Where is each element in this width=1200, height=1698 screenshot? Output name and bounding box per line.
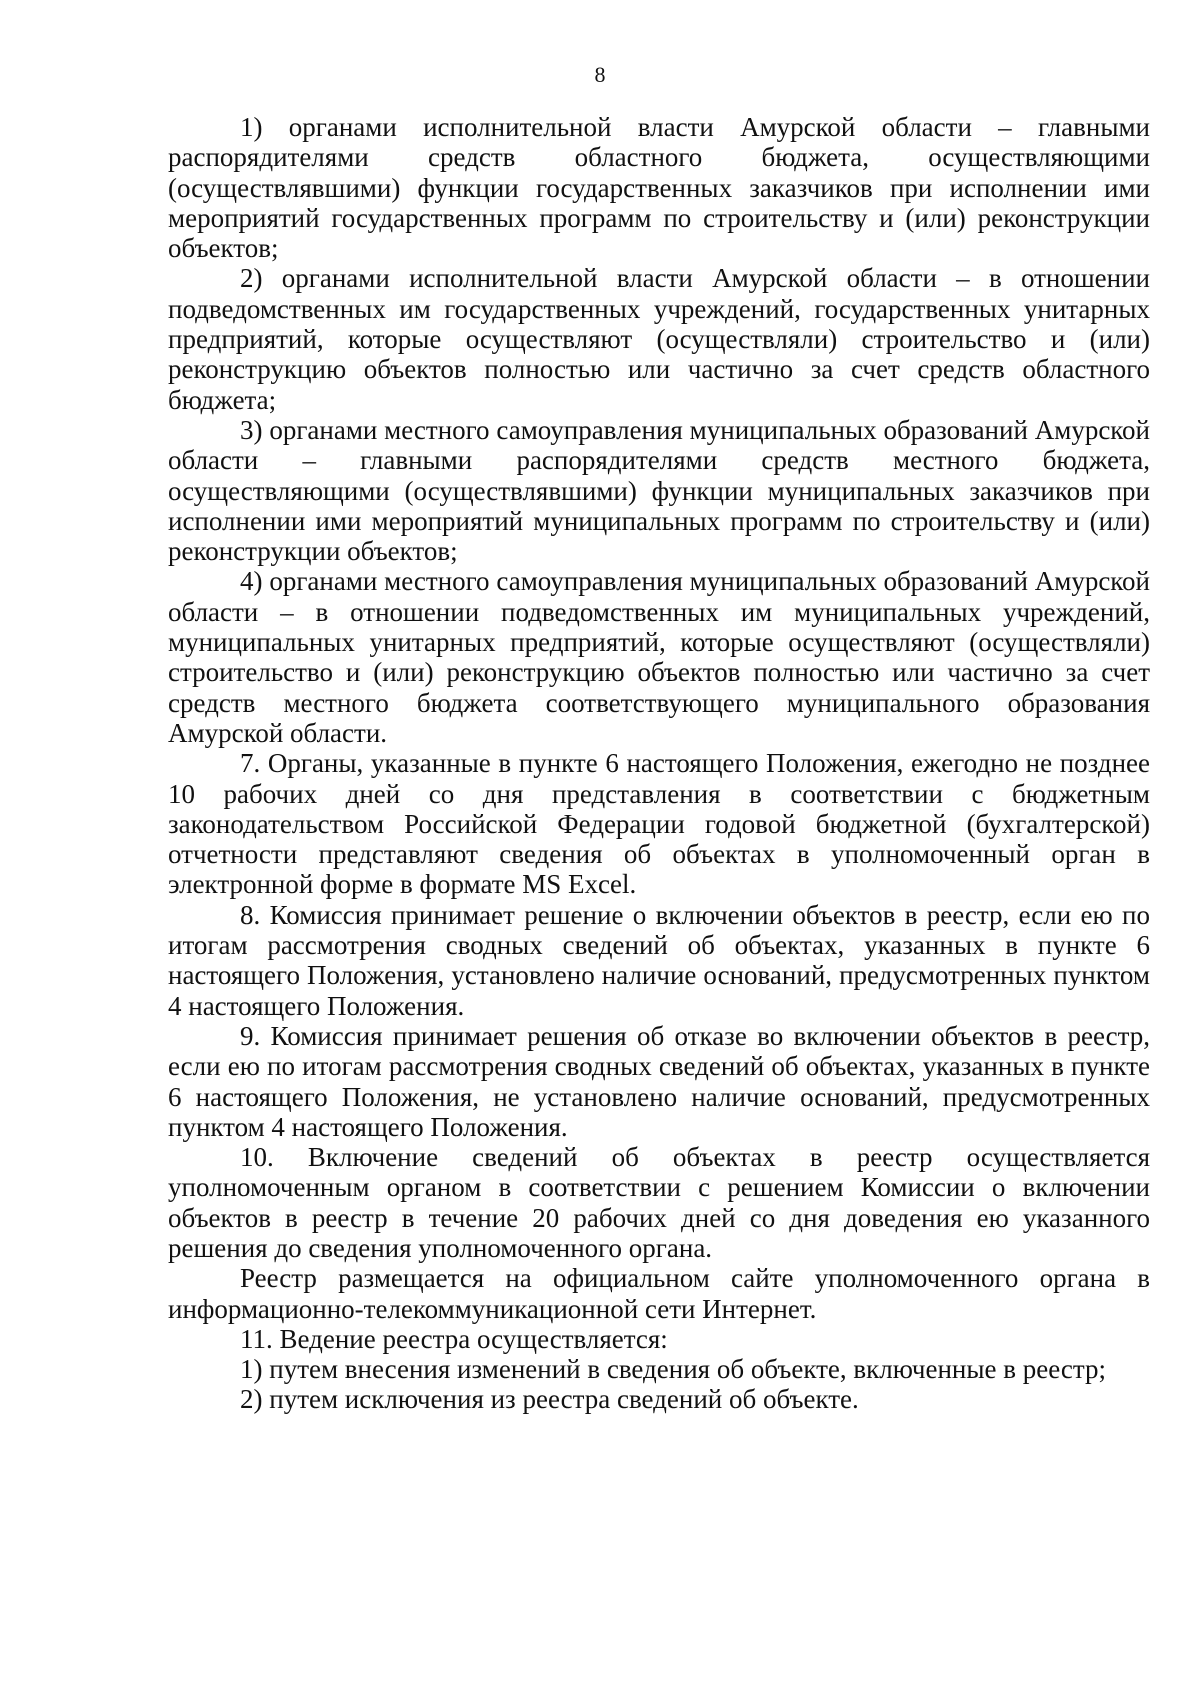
paragraph-subitem-4: 4) органами местного самоуправления муниципальных образований Амурской области – в отношении подведомственных им муниципальных учреждений, муниципальных унитарных предприятий, которые осуществляют (осуществляли) строительство и (или) реконструкцию объектов полностью или частично за счет средств местного бюджета соответствующего муниципального образования Амурской области. (168, 566, 1150, 748)
paragraph-item-10: 10. Включение сведений об объектах в реестр осуществляется уполномоченным органом в соответствии с решением Комиссии о включении объектов в реестр в течение 20 рабочих дней со дня доведения ею указанного решения до сведения уполномоченного органа. (168, 1142, 1150, 1263)
paragraph-item-7: 7. Органы, указанные в пункте 6 настоящего Положения, ежегодно не позднее 10 рабочих дней со дня представления в соответствии с бюджетным законодательством Российской Федерации годовой бюджетной (бухгалтерской) отчетности представляют сведения об объектах в уполномоченный орган в электронной форме в формате MS Excel. (168, 748, 1150, 900)
paragraph-subitem-1: 1) органами исполнительной власти Амурской области – главными распорядителями средств областного бюджета, осуществляющими (осуществлявшими) функции государственных заказчиков при исполнении ими мероприятий государственных программ по строительству и (или) реконструкции объектов; (168, 112, 1150, 264)
paragraph-subitem-2: 2) органами исполнительной власти Амурской области – в отношении подведомственных им государственных учреждений, государственных унитарных предприятий, которые осуществляют (осуществляли) строительство и (или) реконструкцию объектов полностью или частично за счет средств областного бюджета; (168, 263, 1150, 415)
paragraph-item-9: 9. Комиссия принимает решения об отказе во включении объектов в реестр, если ею по итогам рассмотрения сводных сведений об объектах, указанных в пункте 6 настоящего Положения, не установлено наличие оснований, предусмотренных пунктом 4 настоящего Положения. (168, 1020, 1150, 1142)
page-number: 8 (594, 62, 606, 87)
paragraph-item-8: 8. Комиссия принимает решение о включении объектов в реестр, если ею по итогам рассмотрения сводных сведений об объектах, указанных в пункте 6 настоящего Положения, установлено наличие оснований, предусмотренных пунктом 4 настоящего Положения. (168, 899, 1150, 1021)
paragraph-item-11-sub-2: 2) путем исключения из реестра сведений об объекте. (240, 1384, 859, 1415)
document-body (168, 112, 1150, 1415)
paragraph-registry-publication: Реестр размещается на официальном сайте уполномоченного органа в информационно-телекоммуникационной сети Интернет. (168, 1263, 1150, 1324)
paragraph-item-11-sub-1: 1) путем внесения изменений в сведения об объекте, включенные в реестр; (240, 1354, 1106, 1385)
paragraph-item-11: 11. Ведение реестра осуществляется: (240, 1323, 668, 1354)
paragraph-subitem-3: 3) органами местного самоуправления муниципальных образований Амурской области – главными распорядителями средств местного бюджета, осуществляющими (осуществлявшими) функции муниципальных заказчиков при исполнении ими мероприятий муниципальных программ по строительству и (или) реконструкции объектов; (168, 414, 1150, 567)
